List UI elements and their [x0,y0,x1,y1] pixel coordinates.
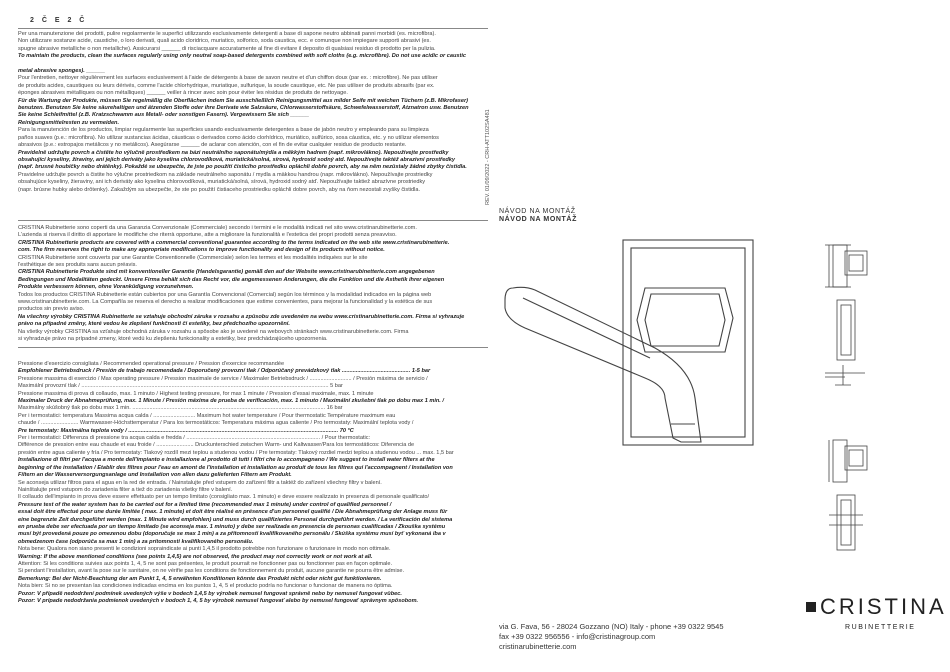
warranty-line: si vyhradzuje právo na prípadné zmeny, ktoré vedú ku zlepšeniu funkcionality a estetiky, bez predchádzajúceho upozornenia. [18,336,328,343]
specs-line: Empfohlener Betriebsdruck / Presión de trabajo recomendada / Doporučený provozní tlak / Odporúčaný prevádzkový tlak ............................................ 1-5 bar [18,368,431,375]
maintenance-line: Pravidelne udržujte povrch a čistite ho výlučne prostriedkom na základe neutrálneho saponátu / mydla a mäkkou handrou (napr. mikrovlákno). Nepoužívajte prostriedky [18,171,433,178]
specs-line: Filtern an der Wasserversorgungsanlage und Installation von allen dazu gelieferten Filtern am Produkt. [18,472,292,479]
warranty-line: CRISTINA Rubinetterie Produkte sind mit konventioneller Garantie (Handelsgarantie) gemäß den auf der Website www.cristinarubinetterie.com angegebenen [18,269,435,276]
maintenance-line: metal abrasive sponges). ______ [18,68,106,75]
maintenance-line: Non utilizzare sostanze acide, caustiche, o loro derivati, quali acido cloridrico, muriatico, solforico, soda caustica, ecc. e comunque non impiegare supporti abrasivi (es. [18,38,431,45]
warranty-line: Todos los productos CRISTINA Rubinetterie están cubiertos por una Garantía Convencional (Comercial) según los términos y la modalidad indicados en la página web [18,291,432,298]
specs-line: essai doit être effectué pour une durée limitée ( max. 1 minute) et doit être réalisé en présence d'un personnel qualifié / Die Abnahmeprüfung der Anlage muss für [18,509,448,516]
specs-line: Installazione di filtri per l'acqua a monte dell'impianto e installazione al prodotto di tutti i filtri che lo accompagnano / We suggest to install water filters at the [18,457,435,464]
specs-line: Si pendant l'installation, avant la pose sur le sanitaire, on ne vérifie pas les conditions de fonctionnement du produit, aucune garantie ne pourra être admise. [18,568,405,575]
revision-code: REV. 01/09/2022 - CRH-ATT102SA481 [485,109,491,205]
specs-line: obmedzenom čase (odporúča sa max 1 min) a za prítomnosti kvalifikovaného personálu. [18,538,254,545]
maintenance-line: de produits acides, caustiques ou leurs dérivés, comme l'acide chlorhydrique, muriatique, sulfurique, la soude caustique, etc. Ne pas utiliser de produits abrasifs (par ex. [18,82,435,89]
specs-line: Bemerkung: Bei der Nicht-Beachtung der am Punkt 1, 4, 5 erwähnten Konditionen könnte das Produkt nicht oder nicht gut funktionieren. [18,575,382,582]
maintenance-line: abrasivos (p.e.: estropajos metálicos y no metálicos). Asegúrarse ______ de aclarar con atención, con el fin de evitar cualquier residuo de producto restante. [18,142,407,149]
divider-1 [18,220,488,221]
specs-line: Se aconseja utilizar filtros para el agua en la red de entrada. / Nainstalujte před vstupem do zařízení filtr a taktéž do zařízení všechny filtry v balení. [18,479,382,486]
specs-line: Pressione massima di esercizio / Max operating pressure / Pression maximale de service / Maximaler Betriebsdruck / ........................... / Presión máxima de servicio / [18,375,428,382]
maintenance-line: obsahující kyseliny, žíraviny, ani jejich deriváty jako kyselina chlorovodíková, muriatická/solná, sírová, hydroxid sodný atd. Nepoužívejte taktéž abrazivní prostředky [18,156,455,163]
specs-line: Maximální provozní tlak / ............................................................................................................................................................... 5 bar [18,383,343,390]
specs-line: Pressure test of the water system has to be carried out for a limited time (recommended max 1 minute) under control of qualified personnel / [18,501,392,508]
specs-line: chaude / ........................ Warmwasser-Höchsttemperatur / Para los termostáticos: Temperatura máxima agua caliente / Pro termostaty: Maximální teplota vody / [18,420,414,427]
technical-views [815,225,935,565]
warranty-text [18,225,488,344]
address-line: via G. Fava, 56 - 28024 Gozzano (NO) Italy - phone +39 0322 9545 [499,622,724,631]
install-title: NÁVOD NA MONTÁŽ [499,208,576,215]
maintenance-line: Für die Wartung der Produkte, müssen Sie regelmäßig die Oberflächen indem Sie ausschließlich Reinigungsmittel aus milder Seife mit weichen Tüchern (z.B. Mikrofaser) [18,97,468,104]
warranty-line: CRISTINA Rubinetterie products are covered with a commercial conventional guarantee according to the terms indicated on the web site www.cristinarubinetterie. [18,239,450,246]
maintenance-line: Pour l'entretien, nettoyer régulièrement les surfaces exclusivement à l'aide de détergents à base de savon neutre et d'un chiffon doux (par ex. : microfibre). Ne pas utiliser [18,75,438,82]
warranty-line: www.cristinarubinetterie.com. La Compañía se reserva el derecho a realizar modificaciones que estime convenientes, para mejorar la funcionalidad y la estética de sus [18,299,433,306]
brand-sub: RUBINETTERIE [845,624,916,631]
warranty-line: Na všechny výrobky CRISTINA Rubinetterie se vztahuje obchodní záruka v rozsahu a způsobu zde uvedeném na webu www.cristinarubinetterie.com. Firma si vyhrazuje [18,313,465,320]
specs-line: Nota bene: Qualora non siano presenti le condizioni sopraindicate ai punti 1,4,5 il prodotto potrebbe non funzionare o funzionare in modo non ottimale. [18,546,391,553]
warranty-line: Bedingungen und Modalitäten gedeckt. Unsere Firma behält sich das Recht vor, die angemessenen Änderungen, die die Funktion und die Ästhetik ihrer eigenen [18,276,445,283]
maintenance-line: Para la manutención de los productos, limpiar regularmente las superficies usando exclusivamente detergentes a base de jabón neutro y empleando para su limpieza [18,127,429,134]
maintenance-line: benutzen. Benutzen Sie keine säurehaltigen und ätzenden Stoffe oder ihre Derivate wie Salzsäure, Chlorwasserstoffsäure, Schwefelwasserstoff, Ätznatron usw. Benutzen [18,105,469,112]
specs-text [18,361,488,605]
specs-line: Maximaler Druck der Abnahmeprüfung, max. 1 Minute / Presión máxima de prueba de verificación, max. 1 minuto / Maximální zkušební tlak po dobu max 1 min. / [18,398,444,405]
specs-line: Per i termostatici: Differenza di pressione tra acqua calda e fredda / ...................................................................................... / Pour thermostatic: [18,435,371,442]
specs-line: musí být provedená pouze po omezenou dobu (doporučuje se max 1 min) a za přítomnosti kvalifikovaného personálu / Skúška systému musí byť vykonaná iba v [18,531,446,538]
specs-line: Pressione massima di prova di collaudo, max. 1 minuto / Highest testing pressure, for max 1 minute / Pression d'essai maximale, max. 1 minute [18,390,374,397]
logo-square-icon [806,602,816,612]
maintenance-line: Reinigungsmittelresten zu vermeiden. [18,119,120,126]
warranty-line: CRISTINA Rubinetterie sono coperti da una Garanzia Convenzionale (Commerciale) secondo i termini e le modalità indicati nel sito www.cristinarubinetterie.com. [18,225,417,231]
specs-line: Pozor: V prípade nedodržania podmienok uvedených v bodoch 1, 4, 5 by výrobok nemusel fungovať alebo by nemusel fungovať správnym spôsobom. [18,598,419,604]
specs-line: Pressione d'esercizio consigliata / Recommended operational pressure / Pression d'exercice recommandée [18,361,285,367]
header-rule [18,28,488,29]
divider-2 [18,347,488,348]
warranty-line: CRISTINA Rubinetterie sont couverts par une Garantie Conventionnelle (Commerciale) selon les termes et les modalités indiquées sur le site [18,254,368,261]
maintenance-line [18,61,488,68]
warranty-line: Na všetky výrobky CRISTINA sa vzťahuje obchodná záruka v rozsahu a spôsobe ako je uvedené na webovych stránkach www.cristinarubinetterie.com. Firma [18,328,409,335]
brand-logo [806,594,947,620]
install-title-bold: NÁVOD NA MONTÁŽ [499,216,577,223]
specs-line: en prueba debe ser efectuada por un tiempo limitado (se aconseja max. 1 minuto) y debe ser realizada en presencia de personas cualificadas / Zkouška systému [18,523,446,530]
specs-line: Pre termostaty: Maximálna teplota vody / ....................................................................................................................................... 70 °C [18,427,354,434]
warranty-line: l'esthétique de ses produits sans aucun préavis. [18,262,137,269]
header-glyphs: 2 Č E 2 Č [30,17,88,24]
faucet-drawing [495,228,855,478]
web-line: cristinarubinetterie.com [499,642,577,651]
specs-line: presión entre agua caliente y fría / Pro termostaty: Tlakový rozdíl mezi teplou a studenou vodou / Pre termostaty: Tlakový rozdiel medzi teplou a studenou vodou ... max. 1,5 bar [18,449,454,456]
warranty-line: Produkte verbessern können, ohne Voranküdigung vorzunehmen. [18,284,194,291]
maintenance-line: Pravidelně udržujte povrch a čistěte ho výlučně prostředkem na bázi neutrálního saponátu/mýdla a měkkým hadrem (např. mikrovlákno). Nepoužívejte prostředky [18,149,449,156]
warranty-line: productos sin previo aviso. [18,306,85,313]
fax-line: fax +39 0322 956556 - info@cristinagroup.com [499,632,656,641]
specs-line: Per i termostatici: temperatura Massima acqua calda / ........................... Maximum hot water temperature / Pour thermostatic Température maximum eau [18,412,396,419]
specs-line: beginning of the installation / Établir des filtres pour l'eau en amont de l'installation et installation au produit de tous les filtres qui l'accompagnent / Installation von [18,464,453,471]
maintenance-line: spugne abrasive metalliche o non metalliche). Assicurarsi ______ di risciacquare accuratamente al fine di evitare il deposito di qualsiasi residuo di prodotto per la pulizia. [18,45,436,52]
maintenance-line: (např. brusné houbičky nebo drátěnky). Pokaždé se ubezpečte, že jste po použití čisticího prostředku opláchli dobře povrch, aby na něm nezůstaly žádné zbytky čistidla. [18,164,467,171]
specs-line: Warning: If the above mentioned conditions (see points 1,4,5) are not observed, the product may not correctly work or not work at all. [18,553,373,560]
specs-line: eine begrenzte Zeit durchgeführt werden (max. 1 Minute wird empfohlen) und muss durch qualifiziertes Personal durchgeführt werden. / La verificación del sistema [18,516,453,523]
maintenance-line: (napr. brúsne hubky alebo drôtenky). Zakaždým sa ubezpečte, že ste po použití čistiaceho prostriedku opláchli dobre povrch, aby na ňom nezostali zvyšky čistidla. [18,186,421,193]
maintenance-line: obsahujúce kyseliny, žieraviny, ani ich deriváty ako kyselina chlorovodíková, muriatická/solná, sírová, hydroxid sodný atď. Nepoužívajte taktiež abrazívne prostriedky [18,179,426,186]
maintenance-line: Sie keine Schleifmittel (z.B. Kratzschwamm aus Metall- oder sonstigen Fasern). Vergewissern Sie sich ______ [18,112,310,119]
specs-line: Pozor: V případě nedodržení podmínek uvedených výše v bodech 1,4,5 by výrobek nemusel fungovat správně nebo by nemusel fungovat vůbec. [18,590,402,597]
specs-line: Différence de pression entre eau chaude et eau froide / ........................ Druckunterschied zwischen Warm- und Kaltwasser/Para los termostáticos: Diferencia de [18,442,415,449]
brand-name: CRISTINA [820,594,947,619]
specs-line: Attention: Si les conditions suivies aux points 1, 4, 5 ne sont pas présentes, le produit pourrait ne fonctionner pas ou fonctionner pas en façon optimale. [18,560,393,567]
maintenance-line: éponges abrasives métalliques ou non métalliques) ______ veiller à rincer avec soin pour éviter les résidus de produits de nettoyage. [18,90,348,97]
warranty-line: L'azienda si riserva il diritto di apportare le modifiche che riterrà opportune, atte a migliorare la funzionalità e l'estetica dei propri prodotti senza preavviso. [18,232,397,239]
specs-line: Nainštalujte pred vstupom do zariadenia filter a tiež do zariadenia všetky filtre v balení. [18,486,233,493]
address [499,622,724,652]
maintenance-line: To maintain the products, clean the surfaces regularly using only neutral soap-based detergents combined with soft cloths (e.g. microfibre). Do not use acidic or caustic [18,53,466,60]
maintenance-text [18,31,488,194]
specs-line: Il collaudo dell'impianto in prova deve essere effettuato per un tempo limitato (consigliato max. 1 minuto) e deve essere realizzato in presenza di personale qualificato/ [18,494,430,501]
warranty-line: com. The firm reserves the right to make any appropriate modifications to improve functionality and design of its products without notice. [18,247,385,254]
maintenance-line: Per una manutenzione dei prodotti, pulire regolarmente le superfici utilizzando esclusivamente detergenti a base di sapone neutro abbinati panni morbidi (es. microfibra). [18,31,436,37]
specs-line: Nota bien: Si no se presentan las condiciones indicadas encima en los puntos 1, 4, 5 el producto podría no funcionar o funcionar de manera no óptima. [18,583,393,590]
maintenance-line: paños suaves (p.e.: microfibra). No utilizar sustancias ácidas, cáusticas o derivados como ácido clorhídrico, muriático, sulfúrico, sosa cáustica, etc. y no utilizar elementos [18,134,439,141]
specs-line: Maximálny skúšobný tlak po dobu max 1 min. ............................................................................................................................ 16 bar [18,405,343,412]
warranty-line: právo na případné změny, které vedou ke zlepšení funkčnosti či estetiky, bez předchozího upozornění. [18,321,290,328]
